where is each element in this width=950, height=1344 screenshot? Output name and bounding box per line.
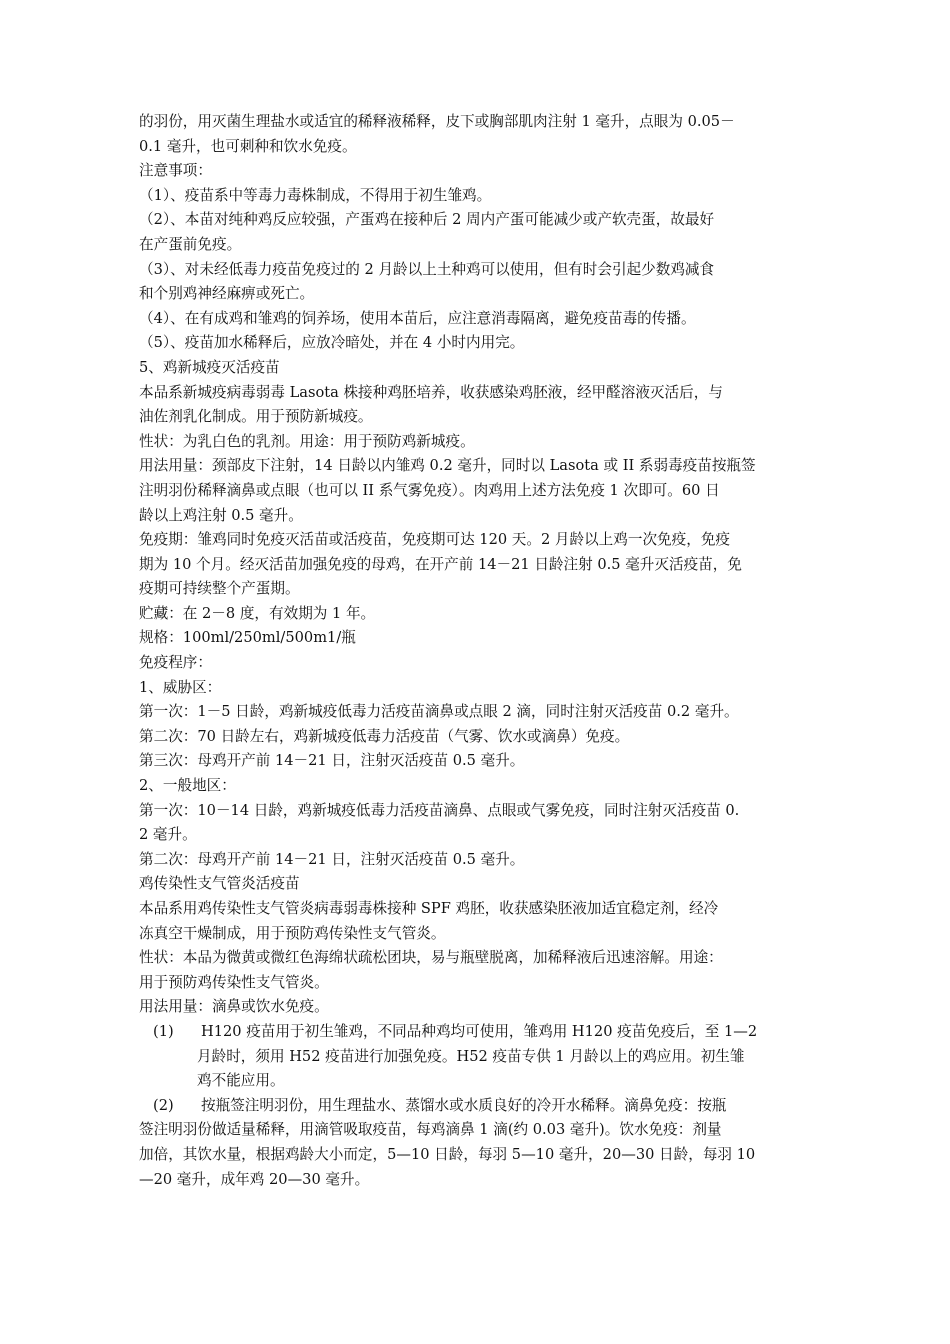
text-line: 贮藏：在 2－8 度，有效期为 1 年。 — [139, 604, 376, 622]
text-line: 性状：本品为微黄或微红色海绵状疏松团块，易与瓶壁脱离，加稀释液后迅速溶解。用途： — [139, 949, 723, 967]
text-line: 注明羽份稀释滴鼻或点眼（也可以 II 系气雾免疫）。肉鸡用上述方法免疫 1 次即可。60 日 — [139, 481, 720, 499]
text-line: 0.1 毫升，也可刺种和饮水免疫。 — [139, 137, 357, 155]
text-line: 免疫程序： — [139, 654, 212, 672]
text-line: 的羽份，用灭菌生理盐水或适宜的稀释液稀释，皮下或胸部肌肉注射 1 毫升，点眼为 0.05－ — [139, 113, 735, 130]
list-item-line: 鸡不能应用。 — [197, 1072, 285, 1090]
text-line: 免疫期：雏鸡同时免疫灭活苗或活疫苗，免疫期可达 120 天。2 月龄以上鸡一次免疫，免疫 — [139, 531, 731, 549]
document-page — [139, 110, 819, 1192]
text-line: 和个别鸡神经麻痹或死亡。 — [139, 285, 315, 303]
section-heading: 5、鸡新城疫灭活疫苗 — [139, 358, 280, 376]
text-line: 性状：为乳白色的乳剂。用途：用于预防鸡新城疫。 — [139, 432, 475, 450]
text-line: 第二次：母鸡开产前 14－21 日，注射灭活疫苗 0.5 毫升。 — [139, 850, 525, 868]
text-line: 第二次：70 日龄左右，鸡新城疫低毒力活疫苗（气雾、饮水或滴鼻）免疫。 — [139, 727, 630, 745]
text-line: （4）、在有成鸡和雏鸡的饲养场，使用本苗后，应注意消毒隔离，避免疫苗毒的传播。 — [139, 309, 696, 327]
numbered-item-2 — [139, 1094, 819, 1192]
text-line: （1）、疫苗系中等毒力毒株制成，不得用于初生雏鸡。 — [139, 186, 492, 204]
list-item-line — [139, 1094, 819, 1119]
section-heading: 注意事项： — [139, 162, 212, 180]
text-line: 本品系用鸡传染性支气管炎病毒弱毒株接种 SPF 鸡胚，收获感染胚液加适宜稳定剂，经冷 — [139, 900, 719, 917]
text-line: 冻真空干燥制成，用于预防鸡传染性支气管炎。 — [139, 924, 446, 942]
text-line: 疫期可持续整个产蛋期。 — [139, 580, 300, 598]
text-line: 规格：100ml/250ml/500m1/瓶 — [139, 629, 356, 647]
section-heading: 鸡传染性支气管炎活疫苗 — [139, 875, 300, 893]
text-line: 本品系新城疫病毒弱毒 Lasota 株接种鸡胚培养，收获感染鸡胚液，经甲醛溶液灭活后，与 — [139, 383, 723, 401]
list-item-line: —20 毫升，成年鸡 20—30 毫升。 — [139, 1170, 370, 1188]
text-line: （2）、本苗对纯种鸡反应较强，产蛋鸡在接种后 2 周内产蛋可能减少或产软壳蛋，故最好 — [139, 211, 715, 229]
text-line: （5）、疫苗加水稀释后，应放冷暗处，并在 4 小时内用完。 — [139, 334, 525, 352]
list-item-text: H120 疫苗用于初生雏鸡，不同品种鸡均可使用，雏鸡用 H120 疫苗免疫后，至 1—2 — [201, 1022, 758, 1040]
text-line: 龄以上鸡注射 0.5 毫升。 — [139, 506, 303, 524]
text-line: 2 毫升。 — [139, 826, 197, 844]
text-line: 用法用量：滴鼻或饮水免疫。 — [139, 998, 329, 1016]
text-line: 油佐剂乳化制成。用于预防新城疫。 — [139, 408, 373, 426]
list-item-line: 月龄时，须用 H52 疫苗进行加强免疫。H52 疫苗专供 1 月龄以上的鸡应用。初生雏 — [197, 1047, 745, 1065]
list-item-line: 签注明羽份做适量稀释，用滴管吸取疫苗，每鸡滴鼻 1 滴(约 0.03 毫升)。饮水免疫：剂量 — [139, 1121, 722, 1139]
list-item-line: 加倍，其饮水量，根据鸡龄大小而定，5—10 日龄，每羽 5—10 毫升，20—30 日龄，每羽 10 — [139, 1145, 756, 1163]
text-line: 用于预防鸡传染性支气管炎。 — [139, 973, 329, 991]
text-line: 第一次：10－14 日龄，鸡新城疫低毒力活疫苗滴鼻、点眼或气雾免疫，同时注射灭活疫苗 0. — [139, 801, 740, 819]
numbered-item-1 — [139, 1020, 819, 1094]
text-line: 在产蛋前免疫。 — [139, 235, 242, 253]
list-item-line — [139, 1020, 819, 1045]
list-item-number: (2) — [153, 1096, 174, 1114]
list-item-text: 按瓶签注明羽份，用生理盐水、蒸馏水或水质良好的冷开水稀释。滴鼻免疫：按瓶 — [201, 1096, 727, 1114]
text-line: 期为 10 个月。经灭活苗加强免疫的母鸡，在开产前 14－21 日龄注射 0.5 毫升灭活疫苗，免 — [139, 555, 742, 573]
text-line: 第一次：1－5 日龄，鸡新城疫低毒力活疫苗滴鼻或点眼 2 滴，同时注射灭活疫苗 0.2 毫升。 — [139, 703, 739, 721]
text-line: （3）、对未经低毒力疫苗免疫过的 2 月龄以上土种鸡可以使用，但有时会引起少数鸡减食 — [139, 260, 715, 278]
text-line: 1、威胁区： — [139, 678, 222, 696]
list-item-number: (1) — [153, 1022, 174, 1040]
text-line: 用法用量：颈部皮下注射，14 日龄以内雏鸡 0.2 毫升，同时以 Lasota 或 II 系弱毒疫苗按瓶签 — [139, 457, 756, 475]
text-line: 第三次：母鸡开产前 14－21 日，注射灭活疫苗 0.5 毫升。 — [139, 752, 525, 770]
text-line: 2、一般地区： — [139, 777, 236, 795]
